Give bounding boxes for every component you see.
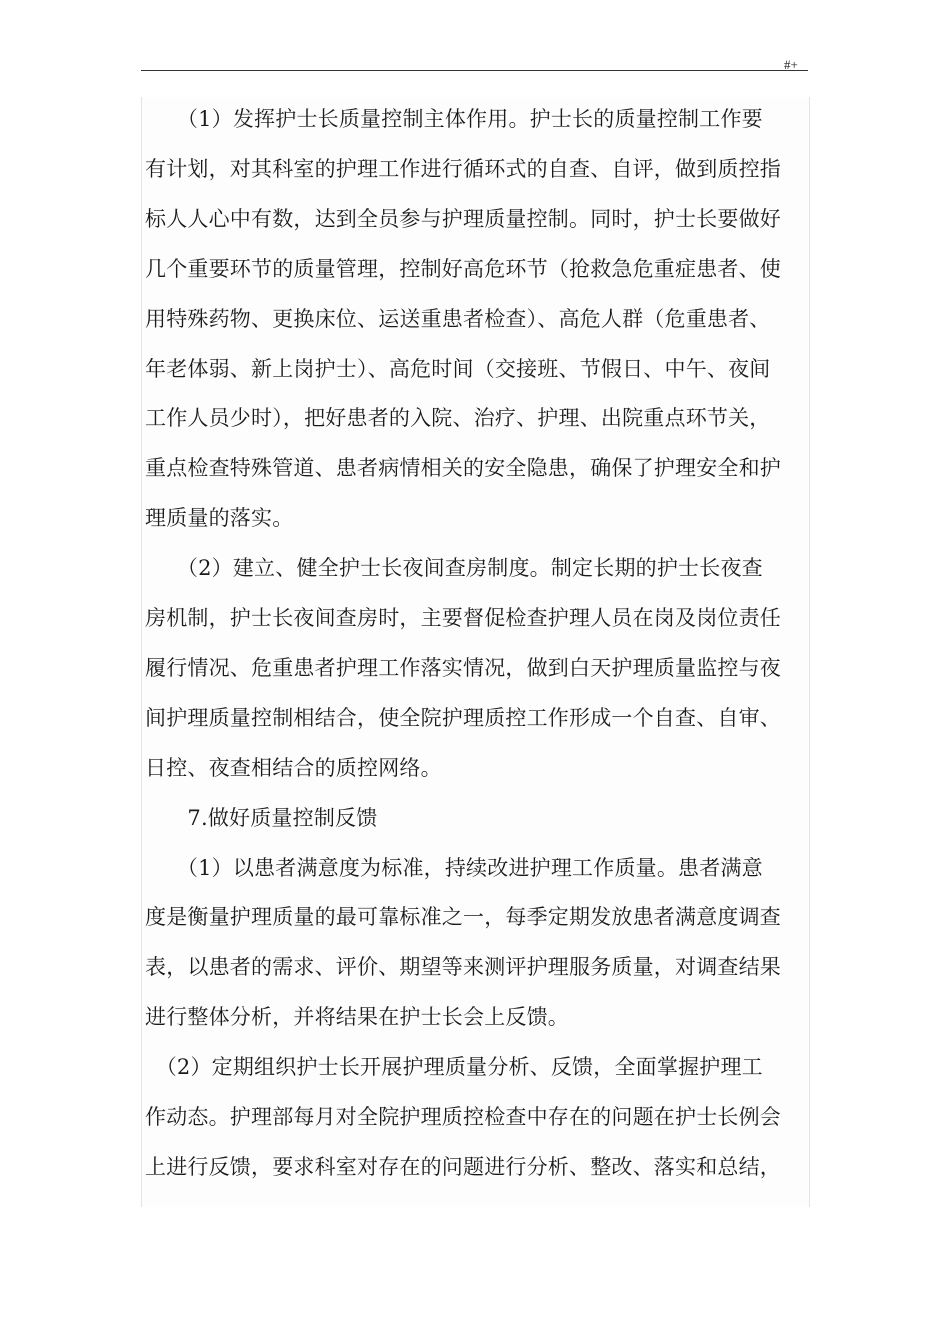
body-line: 年老体弱、新上岗护士）、高危时间（交接班、节假日、中午、夜间 bbox=[145, 356, 771, 381]
body-line: 理质量的落实。 bbox=[145, 506, 294, 531]
body-line: 度是衡量护理质量的最可靠标准之一，每季定期发放患者满意度调查 bbox=[145, 905, 781, 930]
body-line: 房机制，护士长夜间查房时，主要督促检查护理人员在岗及岗位责任 bbox=[145, 606, 781, 630]
body-line: （1）以患者满意度为标准，持续改进护理工作质量。患者满意 bbox=[145, 855, 763, 880]
body-line: 用特殊药物、更换床位、运送重患者检查）、高危人群（危重患者、 bbox=[145, 306, 771, 331]
body-line: 表，以患者的需求、评价、期望等来测评护理服务质量，对调查结果 bbox=[145, 955, 781, 980]
body-line: （2）建立、健全护士长夜间查房制度。制定长期的护士长夜查 bbox=[145, 556, 763, 581]
body-line: 作动态。护理部每月对全院护理质控检查中存在的问题在护士长例会 bbox=[145, 1105, 781, 1129]
body-line: 履行情况、危重患者护理工作落实情况，做到白天护理质量监控与夜 bbox=[145, 655, 781, 680]
body-line: 7.做好质量控制反馈 bbox=[145, 805, 378, 830]
body-line: 标人人心中有数，达到全员参与护理质量控制。同时，护士长要做好 bbox=[145, 206, 781, 231]
body-line: （1）发挥护士长质量控制主体作用。护士长的质量控制工作要 bbox=[145, 107, 763, 131]
body-line: 有计划，对其科室的护理工作进行循环式的自查、自评，做到质控指 bbox=[145, 156, 781, 181]
body-line: 间护理质量控制相结合，使全院护理质控工作形成一个自查、自审、 bbox=[145, 705, 781, 730]
body-line: 上进行反馈，要求科室对存在的问题进行分析、整改、落实和总结， bbox=[145, 1154, 781, 1179]
page-mark: #+ bbox=[784, 57, 798, 72]
body-line: 工作人员少时），把好患者的入院、治疗、护理、出院重点环节关， bbox=[145, 406, 771, 431]
body-line: 几个重要环节的质量管理，控制好高危环节（抢救急危重症患者、使 bbox=[145, 256, 781, 281]
header-rule bbox=[141, 70, 808, 71]
body-line: （2）定期组织护士长开展护理质量分析、反馈，全面掌握护理工 bbox=[145, 1055, 763, 1080]
body-line: 日控、夜查相结合的质控网络。 bbox=[145, 755, 442, 780]
body-line: 进行整体分析，并将结果在护士长会上反馈。 bbox=[145, 1005, 569, 1030]
body-line: 重点检查特殊管道、患者病情相关的安全隐患，确保了护理安全和护 bbox=[145, 456, 781, 481]
